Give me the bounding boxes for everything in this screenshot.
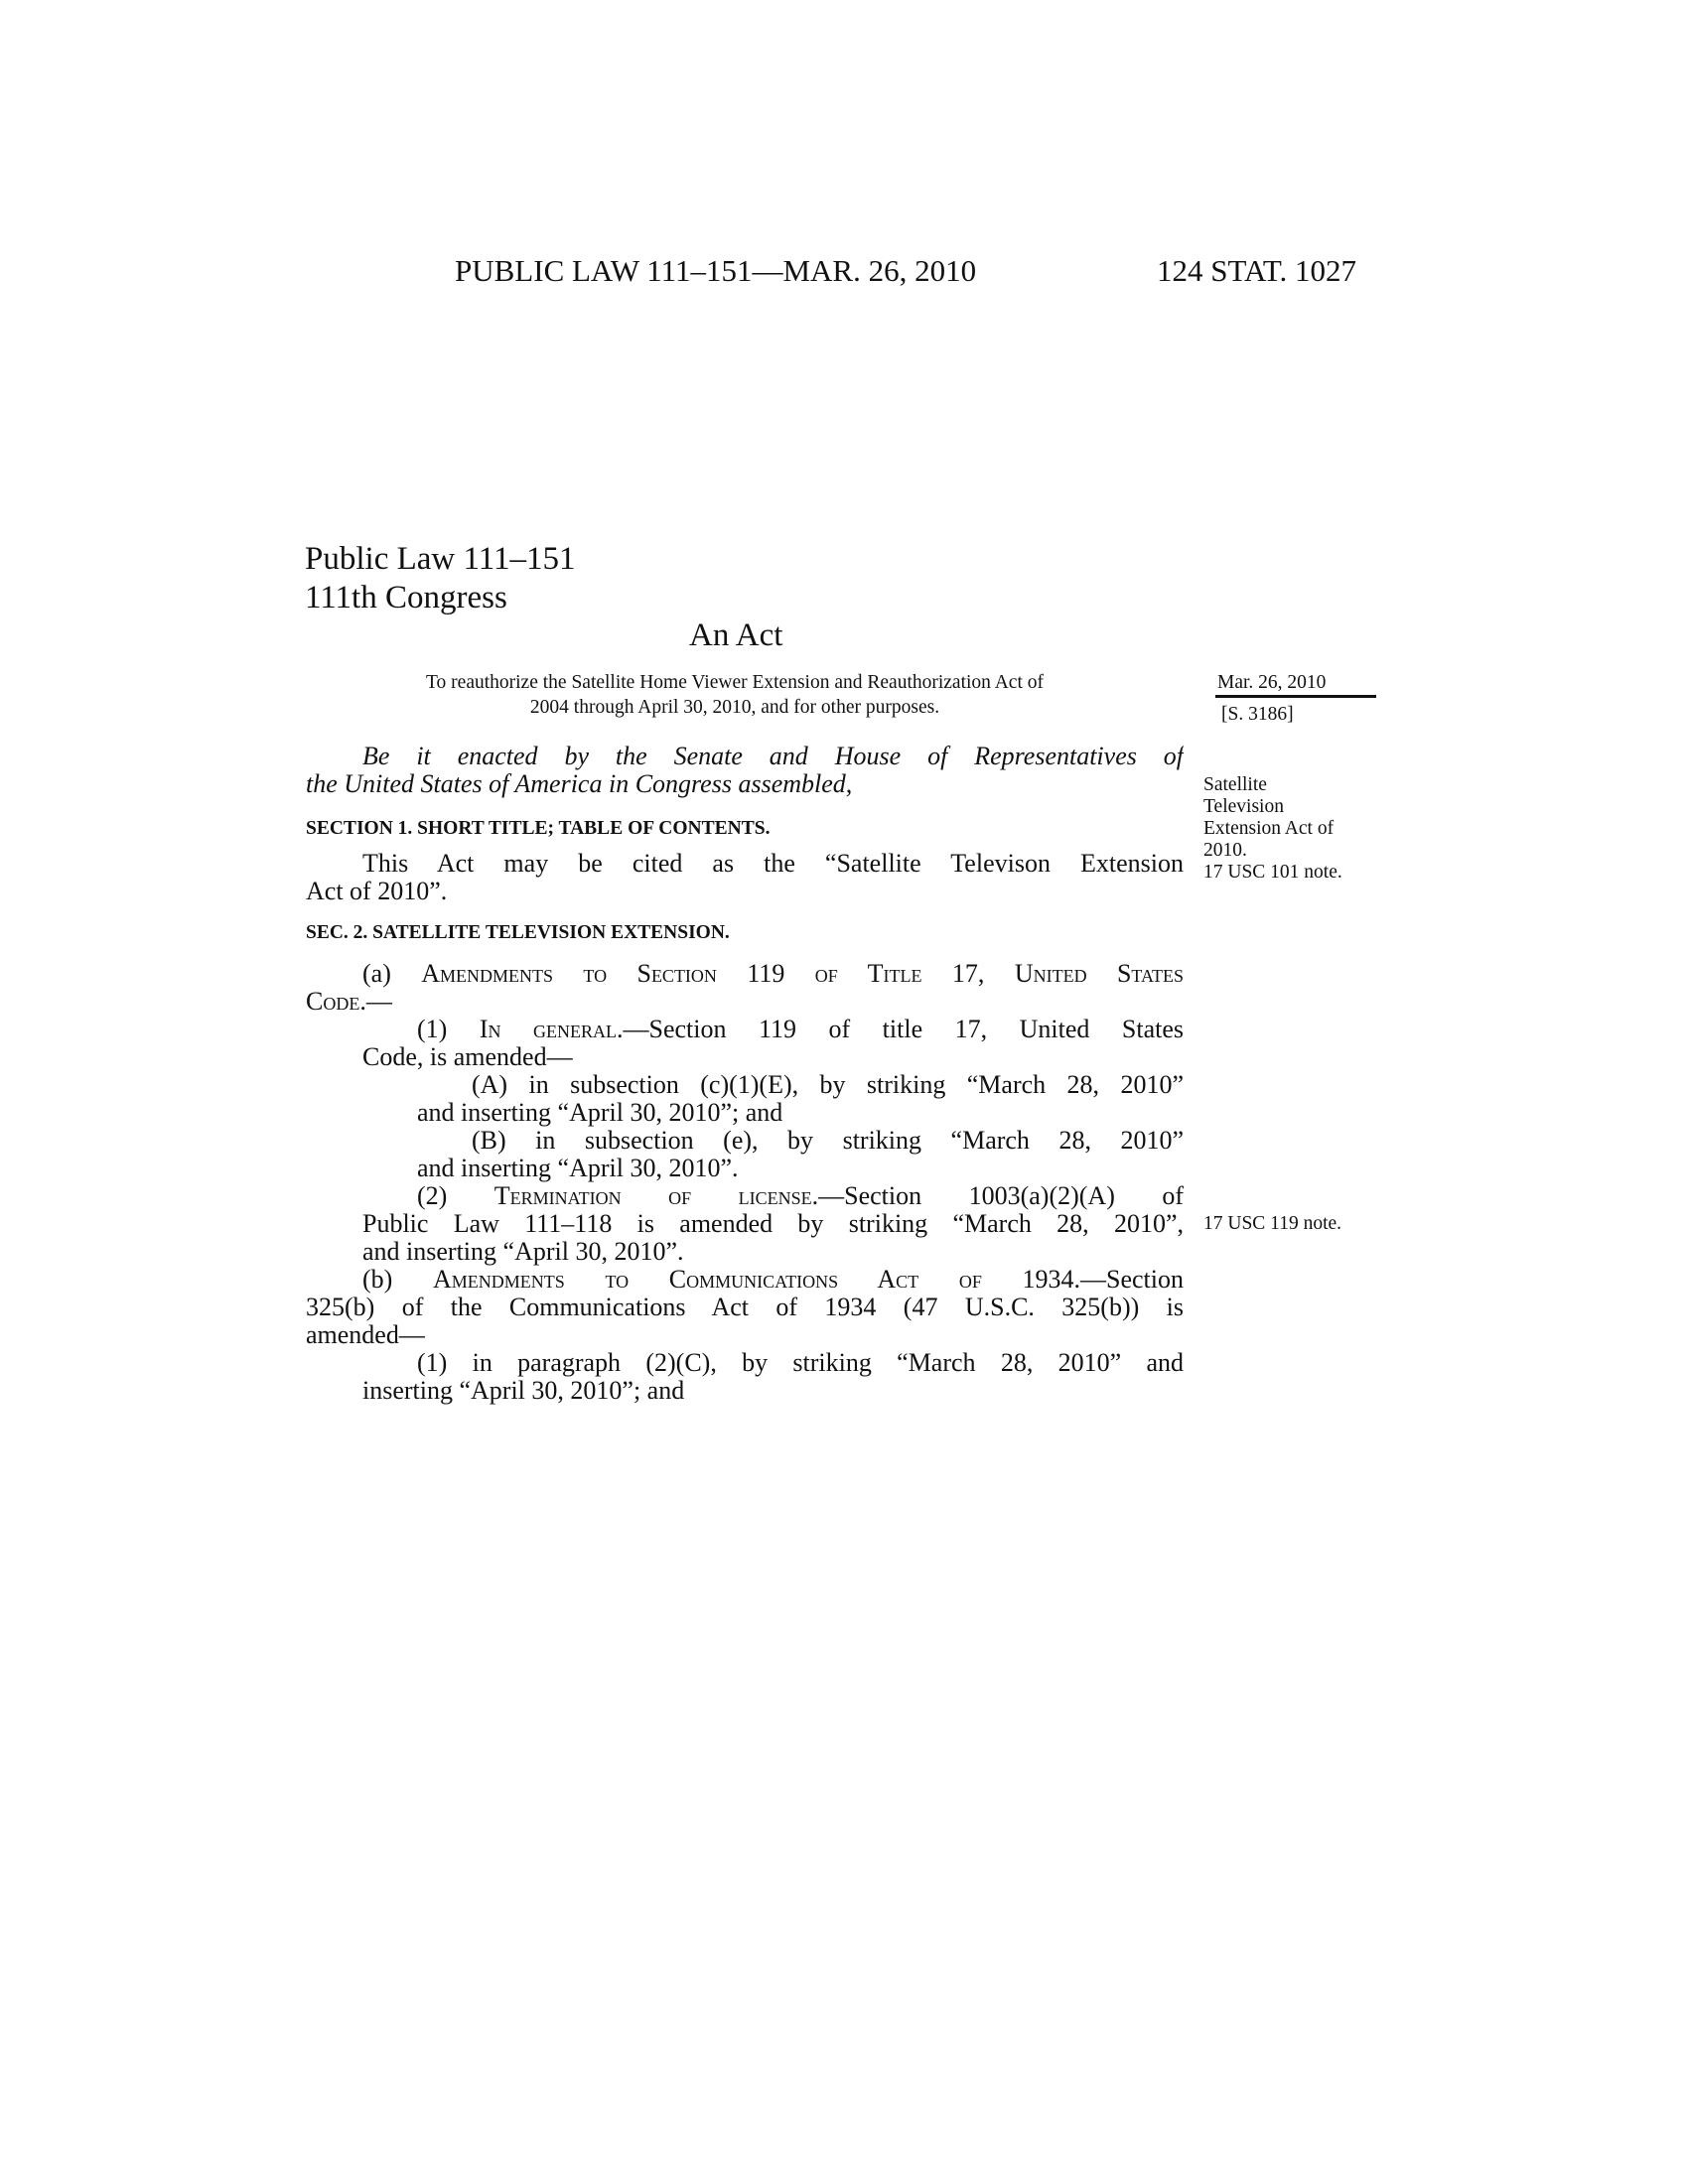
- body-text: and inserting “April 30, 2010”.: [362, 1237, 684, 1266]
- body-text: Be it enacted by the Senate and House of Representatives of: [362, 743, 1184, 770]
- body-text: and inserting “April 30, 2010”; and: [417, 1098, 783, 1127]
- purpose-line-1: To reauthorize the Satellite Home Viewer Extension and Reauthorization Act of: [426, 672, 1044, 693]
- body-text: (a): [362, 960, 422, 988]
- body-text: Code, is amended—: [362, 1042, 573, 1071]
- body-line: [362, 1043, 573, 1071]
- body-text: Termination of license.: [493, 1182, 819, 1210]
- body-text: Amendments to Communications Act of 1934.: [433, 1266, 1080, 1294]
- body-text: —: [365, 987, 392, 1016]
- body-line: [362, 743, 1184, 770]
- body-line: [472, 1127, 1184, 1155]
- body-text: In general.: [479, 1016, 624, 1043]
- margin-note-line: Television: [1203, 796, 1284, 817]
- body-text: amended—: [306, 1320, 425, 1349]
- body-text: 325(b) of the Communications Act of 1934 (47 U.S.C. 325(b)) is: [306, 1294, 1184, 1321]
- body-text: (1) in paragraph (2)(C), by striking “March 28, 2010” and: [417, 1349, 1184, 1377]
- margin-note-line: Satellite: [1203, 774, 1267, 795]
- body-line: [362, 1238, 684, 1266]
- body-line: [306, 878, 447, 905]
- running-header-title: PUBLIC LAW 111–151—MAR. 26, 2010: [455, 253, 977, 288]
- section-heading: SECTION 1. SHORT TITLE; TABLE OF CONTENTS.: [306, 818, 771, 839]
- act-heading: An Act: [689, 617, 783, 653]
- enactment-date: Mar. 26, 2010: [1217, 672, 1327, 693]
- body-line: [417, 1155, 739, 1182]
- margin-note-termination: 17 USC 119 note.: [1203, 1213, 1342, 1234]
- body-text: (b): [362, 1266, 433, 1294]
- margin-note-short-title: [1203, 774, 1342, 884]
- body-text: (B) in subsection (e), by striking “March 28, 2010”: [472, 1127, 1184, 1155]
- margin-note-line: 2010.: [1203, 840, 1247, 861]
- body-line: [306, 916, 730, 944]
- body-line: [472, 1071, 1184, 1099]
- body-text: inserting “April 30, 2010”; and: [362, 1376, 685, 1405]
- bill-number: [S. 3186]: [1221, 704, 1294, 725]
- purpose-line-2: 2004 through April 30, 2010, and for other purposes.: [529, 697, 940, 718]
- body-text: Public Law 111–118 is amended by striking “March 28, 2010”,: [362, 1210, 1184, 1238]
- body-text: (1): [417, 1016, 480, 1043]
- body-line: [362, 850, 1184, 878]
- body-text: —Section 119 of title 17, United States: [623, 1016, 1184, 1043]
- body-line: [306, 1321, 425, 1349]
- body-text: (2): [417, 1182, 494, 1210]
- body-text: Code.: [306, 987, 366, 1016]
- margin-note-line: 17 USC 101 note.: [1203, 862, 1342, 883]
- congress-label: 111th Congress: [305, 580, 507, 615]
- margin-note-line: Extension Act of: [1203, 818, 1335, 839]
- body-text: —Section: [1080, 1266, 1184, 1294]
- sidebar-rule: [1215, 695, 1376, 698]
- section-heading: SEC. 2. SATELLITE TELEVISION EXTENSION.: [306, 922, 730, 943]
- body-text: Amendments to Section 119 of Title 17, United States: [421, 960, 1184, 988]
- body-line: [306, 988, 392, 1016]
- body-line: [417, 1099, 782, 1127]
- body-text: (A) in subsection (c)(1)(E), by striking “March 28, 2010”: [472, 1071, 1184, 1099]
- body-text: This Act may be cited as the “Satellite Televison Extension: [362, 850, 1184, 878]
- body-line: [306, 812, 770, 840]
- body-line: [362, 1266, 1184, 1294]
- body-line: [417, 1182, 1184, 1210]
- body-line: [306, 770, 852, 798]
- body-line: [362, 1210, 1184, 1238]
- body-line: [417, 1016, 1184, 1043]
- body-line: [362, 1377, 684, 1405]
- body-line: [417, 1349, 1184, 1377]
- body-text: and inserting “April 30, 2010”.: [417, 1154, 739, 1182]
- public-law-number: Public Law 111–151: [305, 541, 576, 577]
- body-text: the United States of America in Congress assembled,: [306, 769, 853, 798]
- body-line: [306, 1294, 1184, 1321]
- body-text: —Section 1003(a)(2)(A) of: [818, 1182, 1184, 1210]
- page-reference: 124 STAT. 1027: [1157, 253, 1357, 288]
- body-line: [362, 960, 1184, 988]
- body-text: Act of 2010”.: [306, 877, 448, 905]
